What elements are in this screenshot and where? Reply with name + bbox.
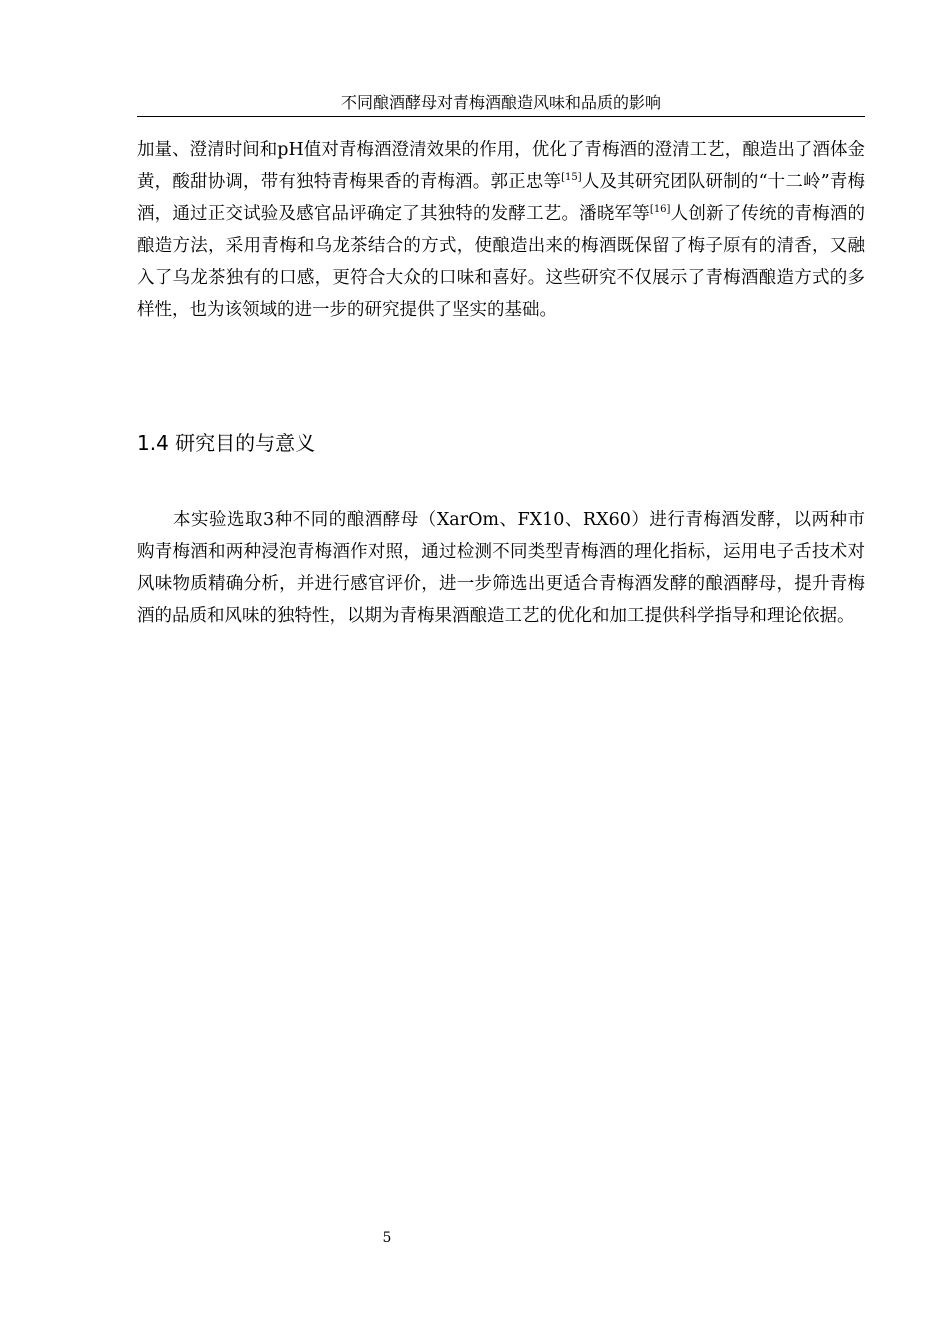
citation-15: [15]: [561, 172, 582, 183]
page-number: 5: [382, 1230, 392, 1246]
paragraph-1-text-c: 人创新了传统的青梅酒的酿造方法，采用青梅和乌龙茶结合的方式，使酿造出来的梅酒既保留了梅子原有的清香，又融入了乌龙茶独有的口感，更符合大众的口味和喜好。这些研究不仅展示了青梅酒酿造方式的多样性，也为该领域的进一步的研究提供了坚实的基础。: [137, 204, 866, 320]
paragraph-1-text-b: 人及其研究团队研制的“十二岭”青梅酒，通过正交试验及感官品评确定了其独特的发酵工艺。潘晓军等: [137, 172, 865, 224]
paragraph-2-text: 本实验选取3种不同的酿酒酵母（XarOm、FX10、RX60）进行青梅酒发酵，以两种市购青梅酒和两种浸泡青梅酒作对照，通过检测不同类型青梅酒的理化指标，运用电子舌技术对风味物质精确分析，并进行感官评价，进一步筛选出更适合青梅酒发酵的酿酒酵母，提升青梅酒的品质和风味的独特性，以期为青梅果酒酿造工艺的优化和加工提供科学指导和理论依据。: [137, 510, 865, 626]
citation-16: [16]: [649, 204, 671, 215]
body-paragraph-2: [137, 504, 865, 632]
section-heading: 1.4 研究目的与意义: [137, 431, 316, 455]
running-header-title: 不同酿酒酵母对青梅酒酿造风味和品质的影响: [340, 93, 661, 112]
running-header: [137, 90, 865, 117]
body-paragraph-1: [137, 134, 865, 326]
paragraph-1-text-a: 加量、澄清时间和pH值对青梅酒澄清效果的作用，优化了青梅酒的澄清工艺，酿造出了酒体金黄，酸甜协调，带有独特青梅果香的青梅酒。郭正忠等: [137, 140, 865, 192]
